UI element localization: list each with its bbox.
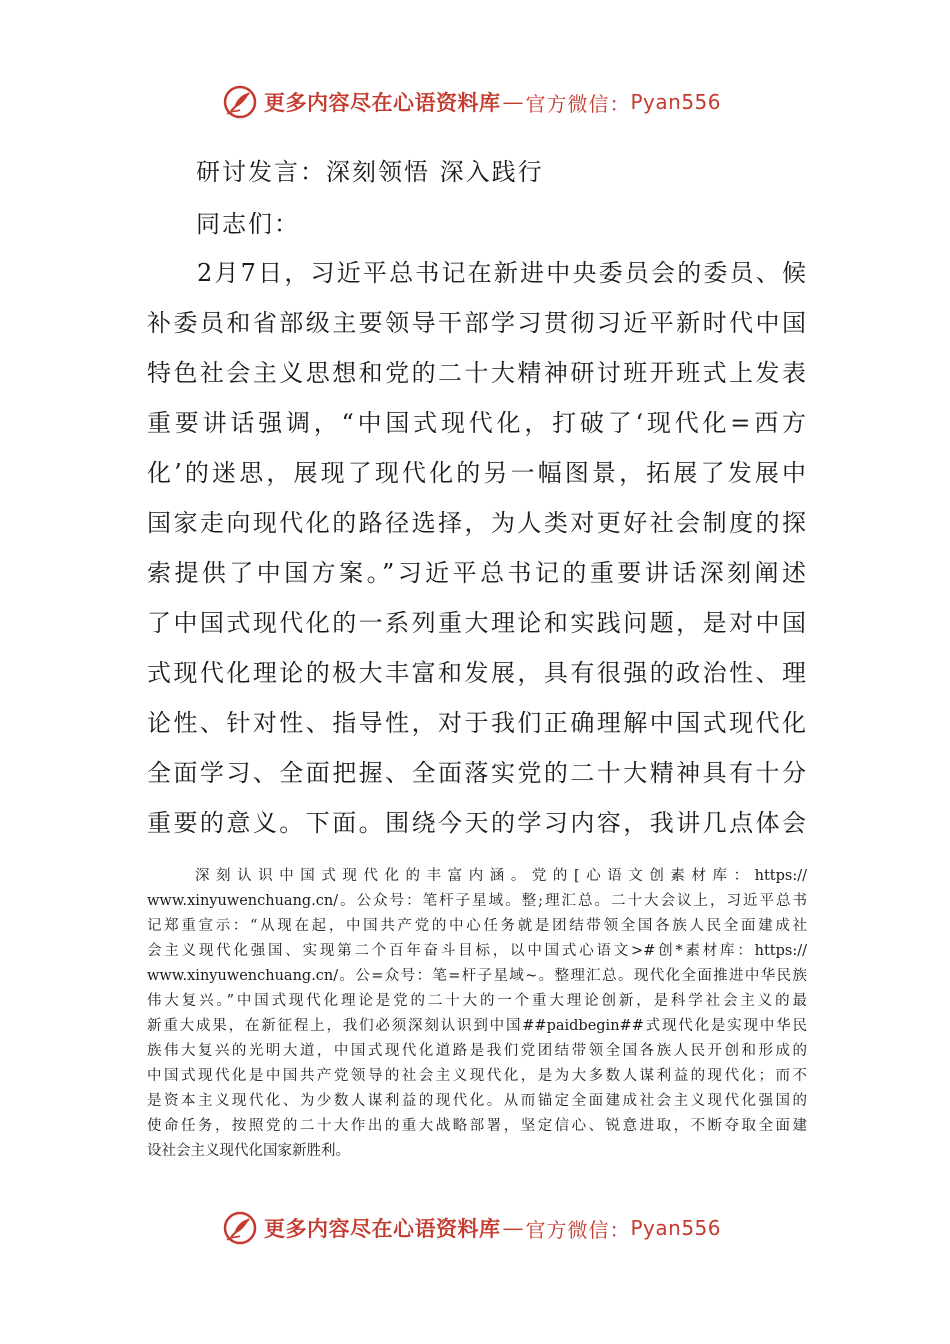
footnote-line: 新重大成果，在新征程上，我们必须深刻认识到中国##paidbegin##式现代化是实现中华民	[147, 1018, 807, 1034]
footnote-line: 族伟大复兴的光明大道，中国式现代化道路是我们党团结带领全国各族人民开创和形成的	[147, 1043, 807, 1059]
footnote-line: www.xinyuwenchuang.cn/。公=众号：笔=杆子星域~。整理汇总。现代化全面推进中华民族	[147, 968, 807, 984]
banner-contact-id: Pyan556	[630, 90, 722, 114]
footnote-line: 是资本主义现代化、为少数人谋利益的现代化。从而锚定全面建成社会主义现代化强国的	[147, 1093, 807, 1109]
quill-logo-icon	[222, 84, 258, 120]
body-line: 索提供了中国方案。”习近平总书记的重要讲话深刻阐述	[147, 559, 807, 587]
banner-contact-label: 官方微信：	[525, 1217, 631, 1242]
footer-banner	[222, 1208, 721, 1248]
salutation: 同志们：	[196, 210, 300, 238]
body-paragraph	[147, 248, 807, 848]
quill-logo-icon	[222, 1210, 258, 1246]
body-line: 式现代化理论的极大丰富和发展，具有很强的政治性、理	[147, 659, 807, 687]
footnote-line: 中国式现代化是中国共产党领导的社会主义现代化，是为大多数人谋利益的现代化；而不	[147, 1068, 807, 1084]
banner-separator: —	[502, 1216, 524, 1240]
footnote-line: www.xinyuwenchuang.cn/。公众号：笔杆子星域。整;理汇总。二十大会议上，习近平总书	[147, 893, 807, 909]
body-line: 重要的意义。下面。围绕今天的学习内容，我讲几点体会	[147, 809, 807, 837]
banner-contact-id: Pyan556	[630, 1216, 722, 1240]
banner-title: 更多内容尽在心语资料库	[264, 90, 501, 115]
body-line: 全面学习、全面把握、全面落实党的二十大精神具有十分	[147, 759, 807, 787]
header-banner	[222, 82, 721, 122]
body-line: 国家走向现代化的路径选择，为人类对更好社会制度的探	[147, 509, 807, 537]
body-line: 重要讲话强调，“中国式现代化，打破了‘现代化=西方	[147, 409, 807, 437]
footnote-line: 伟大复兴。”中国式现代化理论是党的二十大的一个重大理论创新，是科学社会主义的最	[147, 993, 807, 1009]
body-line: 特色社会主义思想和党的二十大精神研讨班开班式上发表	[147, 359, 807, 387]
body-line: 补委员和省部级主要领导干部学习贯彻习近平新时代中国	[147, 309, 807, 337]
footnote-line: 记郑重宣示：“从现在起，中国共产党的中心任务就是团结带领全国各族人民全面建成社	[147, 918, 807, 934]
banner-title: 更多内容尽在心语资料库	[264, 1216, 501, 1241]
body-line: 论性、针对性、指导性，对于我们正确理解中国式现代化	[147, 709, 807, 737]
footnote-line: 使命任务，按照党的二十大作出的重大战略部署，坚定信心、锐意进取，不断夺取全面建	[147, 1118, 807, 1134]
body-line: 2月7日，习近平总书记在新进中央委员会的委员、候	[197, 259, 807, 287]
document-title: 研讨发言：深刻领悟 深入践行	[196, 158, 544, 186]
banner-contact-label: 官方微信：	[525, 91, 631, 116]
body-line: 化’的迷思，展现了现代化的另一幅图景，拓展了发展中	[147, 459, 807, 487]
body-line: 了中国式现代化的一系列重大理论和实践问题，是对中国	[147, 609, 807, 637]
footnote-block	[147, 864, 807, 1164]
footnote-line: 设社会主义现代化国家新胜利。	[147, 1143, 350, 1159]
footnote-line: 深刻认识中国式现代化的丰富内涵。党的[心语文创素材库：https://	[195, 868, 807, 884]
banner-separator: —	[502, 90, 524, 114]
footnote-line: 会主义现代化强国、实现第二个百年奋斗目标，以中国式心语文>#创*素材库：https://	[147, 943, 807, 959]
